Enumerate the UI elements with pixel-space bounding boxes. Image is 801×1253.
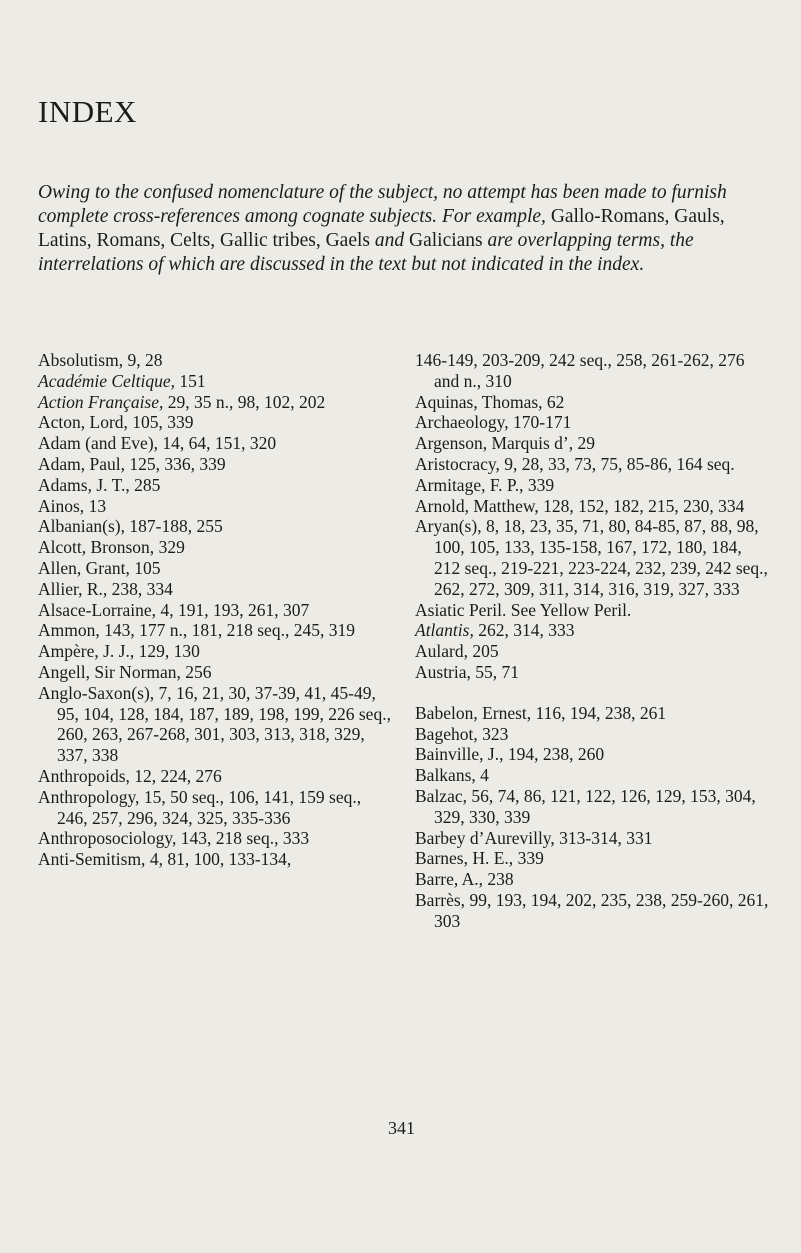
index-entry-pages: 8, 18, 23, 35, 71, 80, 84-85, 87, 88, 98, 100, 105, 133, 135-158, 167, 172, 180, 184, 212 seq., 219-221, 223-224, 232, 239, 242 seq., 262, 272, 309, 311, 314, 316, 319, 327, 333	[434, 516, 768, 599]
index-entry	[415, 641, 770, 662]
index-entry	[38, 683, 393, 766]
index-entry-pages: 125, 336, 339	[125, 453, 226, 474]
index-entry-heading: Babelon, Ernest,	[415, 702, 532, 723]
index-entry	[415, 744, 770, 765]
index-entry-pages: 62	[542, 391, 565, 412]
index-entry	[38, 496, 393, 517]
index-entry-pages: 339	[513, 848, 544, 869]
index-entry-pages: 4, 81, 100, 133-134,	[145, 849, 292, 870]
index-entry	[38, 787, 393, 829]
index-entry	[415, 890, 770, 932]
index-entry-heading: Asiatic Peril.	[415, 599, 507, 620]
index-entry-heading: Barrès,	[415, 889, 466, 910]
index-entry-pages: 128, 152, 182, 215, 230, 334	[538, 495, 745, 516]
index-entry-heading: Aulard,	[415, 641, 468, 662]
index-entry	[38, 766, 393, 787]
index-entry-pages: 262, 314, 333	[473, 620, 575, 641]
index-entry-pages: 238	[483, 869, 514, 890]
index-entry-heading: Ampère, J. J.,	[38, 641, 135, 662]
index-entry	[415, 496, 770, 517]
index-entry-heading: Barbey d’Aurevilly,	[415, 827, 555, 848]
index-entry	[415, 703, 770, 724]
index-entry-pages: 151	[175, 370, 206, 391]
index-entry-pages: 12, 224, 276	[129, 765, 222, 786]
index-entry-pages: 105	[129, 557, 161, 578]
index-entry-heading: Aryan(s),	[415, 516, 482, 537]
index-entry-pages: 4, 191, 193, 261, 307	[156, 599, 310, 620]
note-italic-1: Owing to the confused nomenclature of the subject, no attempt has been made to furnish complete cross-references among cognate subjects. For example,	[38, 182, 727, 227]
index-entry	[415, 350, 770, 392]
index-entry-heading: Armitage, F. P.,	[415, 474, 524, 495]
index-entry-heading: Archaeology,	[415, 412, 509, 433]
index-entry-pages: 143, 218 seq., 333	[176, 828, 310, 849]
index-entry-pages: 285	[129, 474, 161, 495]
index-entry-pages: 238, 334	[107, 578, 173, 599]
index-entry-heading: Anglo-Saxon(s),	[38, 682, 155, 703]
note-italic-3: are overlapping terms, the interrelations of which are discussed in the text but not indicated in the index.	[38, 230, 694, 275]
index-entry	[415, 786, 770, 828]
note-italic-2: and	[374, 230, 405, 251]
index-note	[38, 181, 763, 277]
index-entry-heading: Adams, J. T.,	[38, 474, 130, 495]
index-entry	[415, 869, 770, 890]
index-entry-heading: Ammon,	[38, 620, 100, 641]
index-entry-pages: 329	[154, 537, 185, 558]
index-entry-pages: 129, 130	[134, 641, 200, 662]
index-entry-pages: 15, 50 seq., 106, 141, 159 seq., 246, 257, 296, 324, 325, 335-336	[57, 786, 362, 828]
index-entry-pages: 4	[475, 765, 489, 786]
index-entry-heading: Ainos,	[38, 495, 85, 516]
index-entry-pages: 187-188, 255	[125, 516, 223, 537]
index-entry-heading: Académie Celtique,	[38, 370, 176, 391]
index-entry-pages: 99, 193, 194, 202, 235, 238, 259-260, 261, 303	[434, 889, 769, 931]
note-roman-1: Gallo-Romans, Gauls, Latins, Romans, Celts, Gallic tribes, Gaels	[38, 206, 725, 251]
index-entry-heading: Anti-Semitism,	[38, 849, 146, 870]
index-entry-heading: Austria,	[415, 661, 471, 682]
index-entry-heading: Aristocracy,	[415, 453, 500, 474]
index-entry	[415, 600, 770, 621]
index-entry-heading: Barnes, H. E.,	[415, 848, 514, 869]
index-entry-pages: 29	[573, 433, 596, 454]
index-entry-heading: Bagehot,	[415, 723, 478, 744]
index-entry-pages: 9, 28	[123, 350, 163, 370]
index-entry-heading: Barre, A.,	[415, 869, 484, 890]
index-entry-heading: Atlantis,	[415, 620, 474, 641]
index-entry	[38, 454, 393, 475]
index-entry-pages: 29, 35 n., 98, 102, 202	[163, 391, 326, 412]
index-entry	[38, 662, 393, 683]
index-entry-heading: Action Française,	[38, 391, 164, 412]
index-entry	[38, 412, 393, 433]
index-column-right	[415, 350, 770, 932]
index-entry-heading: Anthroposociology,	[38, 828, 177, 849]
index-entry-pages: 194, 238, 260	[503, 744, 605, 765]
index-entry	[38, 641, 393, 662]
index-entry	[38, 475, 393, 496]
index-entry	[415, 454, 770, 475]
index-entry-heading: Balzac,	[415, 785, 467, 806]
index-entry-heading: Arnold, Matthew,	[415, 495, 539, 516]
index-column-left	[38, 350, 393, 870]
index-entry-heading: Adam, Paul,	[38, 453, 126, 474]
index-entry-pages: 170-171	[508, 412, 572, 433]
index-entry-heading: Bainville, J.,	[415, 744, 504, 765]
index-entry	[38, 849, 393, 870]
index-entry-pages: 7, 16, 21, 30, 37-39, 41, 45-49, 95, 104, 128, 184, 187, 189, 198, 199, 226 seq., 260, 263, 267-268, 301, 303, 313, 318, 329, 337, 338	[57, 682, 391, 766]
index-entry-heading: Alcott, Bronson,	[38, 537, 155, 558]
index-entry-heading: Albanian(s),	[38, 516, 125, 537]
index-entry	[38, 350, 393, 371]
index-entry-heading: Aquinas, Thomas,	[415, 391, 543, 412]
index-entry	[415, 516, 770, 599]
index-entry-pages: 56, 74, 86, 121, 122, 126, 129, 153, 304, 329, 330, 339	[434, 785, 756, 827]
index-entry-heading: Alsace-Lorraine,	[38, 599, 157, 620]
index-entry-heading: Angell, Sir Norman,	[38, 661, 181, 682]
index-entry-pages: 116, 194, 238, 261	[531, 702, 667, 723]
index-entry-heading: Allier, R.,	[38, 578, 108, 599]
index-entry-heading: Anthropology,	[38, 786, 140, 807]
index-entry	[38, 537, 393, 558]
index-entry-pages: 146-149, 203-209, 242 seq., 258, 261-262, 276 and n., 310	[415, 350, 745, 391]
index-entry	[38, 433, 393, 454]
index-entry	[38, 558, 393, 579]
index-entry-pages: 256	[180, 661, 212, 682]
index-entry	[415, 475, 770, 496]
index-entry-heading: Adam (and Eve),	[38, 433, 159, 454]
index-entry	[415, 848, 770, 869]
index-entry-pages: 9, 28, 33, 73, 75, 85-86, 164 seq.	[499, 453, 735, 474]
index-entry-pages: 313-314, 331	[554, 827, 653, 848]
index-entry-pages: 13	[84, 495, 107, 516]
index-entry-heading: Anthropoids,	[38, 765, 130, 786]
note-roman-2: Galicians	[404, 230, 488, 251]
index-entry-pages: 55, 71	[470, 661, 520, 682]
index-entry	[415, 433, 770, 454]
index-entry-pages: 339	[523, 474, 555, 495]
index-entry-pages: See Yellow Peril.	[506, 599, 632, 620]
index-entry	[38, 600, 393, 621]
index-entry	[415, 765, 770, 786]
index-entry	[38, 371, 393, 392]
index-entry-heading: Absolutism,	[38, 350, 124, 370]
index-entry-pages: 105, 339	[127, 412, 194, 433]
index-entry	[415, 412, 770, 433]
index-entry	[415, 620, 770, 641]
index-entry	[415, 392, 770, 413]
index-entry-heading: Balkans,	[415, 765, 476, 786]
index-entry	[415, 828, 770, 849]
index-entry-pages: 143, 177 n., 181, 218 seq., 245, 319	[99, 620, 355, 641]
index-entry-heading: Acton, Lord,	[38, 412, 128, 433]
index-entry	[415, 662, 770, 683]
index-entry-pages: 323	[477, 723, 509, 744]
index-section-gap	[415, 683, 770, 703]
page-title: INDEX	[38, 94, 137, 129]
index-entry	[38, 828, 393, 849]
index-entry	[38, 392, 393, 413]
index-entry-heading: Allen, Grant,	[38, 557, 130, 578]
index-entry	[38, 516, 393, 537]
index-entry	[38, 579, 393, 600]
index-entry	[38, 620, 393, 641]
index-entry-heading: Argenson, Marquis d’,	[415, 433, 574, 454]
index-entry-pages: 14, 64, 151, 320	[158, 433, 277, 454]
index-entry-pages: 205	[467, 641, 499, 662]
page-number: 341	[388, 1118, 415, 1138]
index-entry	[415, 724, 770, 745]
